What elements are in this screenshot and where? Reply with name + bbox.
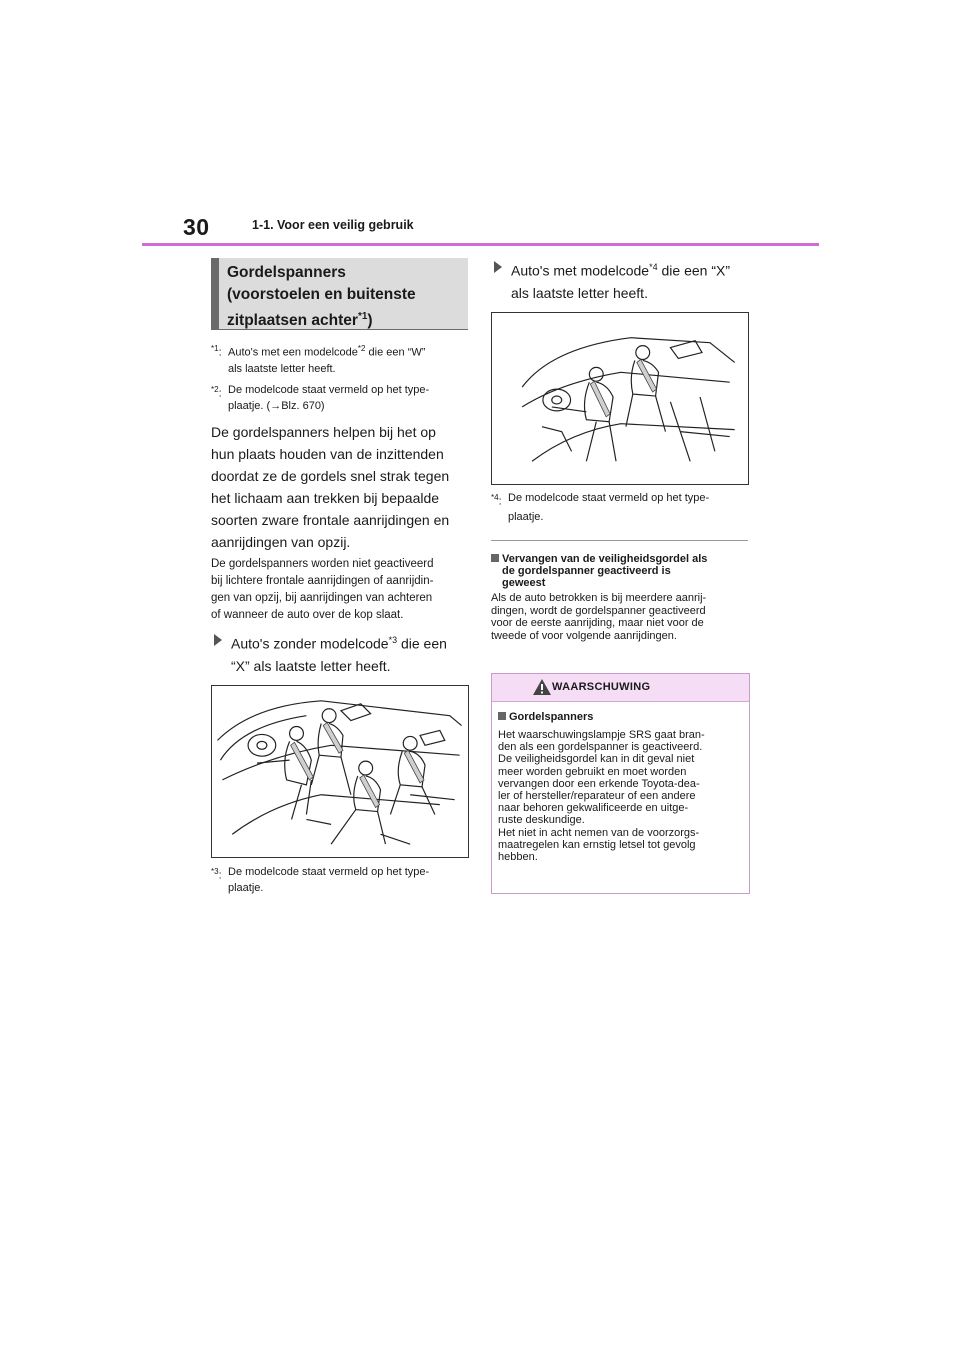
warning-body: Het waarschuwingslampje SRS gaat bran- den als een gordelspanner is geactiveerd. De veiligheidsgordel kan in dit geval niet meer worden gebruikt en moet worden vervangen door een erkende Toyota-dea- ler of hersteller/reparateur of een andere naar behoren gekwalificeerde en uitge- ruste deskundige. Het niet in acht nemen van de voorzorgs- maatregelen kan ernstig letsel tot gevolg hebben. [498, 729, 705, 864]
car-interior-illustration-icon [212, 686, 468, 857]
figure-seat-belt-pretensioners-front [491, 312, 749, 485]
sub-section-divider [491, 540, 748, 541]
intro-paragraph: De gordelspanners helpen bij het op hun plaats houden van de inzittenden doordat ze de gordels snel strak tegen het lichaam aan trekken bij bepaalde soorten zware frontale aanrijdingen en aanrijdingen van opzij. [211, 424, 450, 550]
page-number: 30 [183, 214, 210, 240]
header-divider [142, 243, 819, 246]
sub-section-body: Als de auto betrokken is bij meerdere aanrij- dingen, wordt de gordelspanner geactiveerd voor de eerste aanrijding, maar niet voor de tweede of voor volgende aanrijdingen. [491, 592, 707, 642]
warning-triangle-icon [532, 678, 552, 696]
car-interior-illustration-icon [492, 313, 748, 484]
bullet-without-modelcode: Auto's zonder modelcode$^{*3}$ die een “X” als laatste letter heeft. [214, 629, 472, 675]
bullet-with-modelcode: Auto's met modelcode$^{*4}$ die een “X” als laatste letter heeft. [494, 256, 754, 302]
section-heading-line2: (voorstoelen en buitenste [227, 286, 416, 303]
footnote-2: $^{*2}$: De modelcode staat vermeld op het type- plaatje. (→Blz. 670) [211, 384, 430, 412]
section-heading [211, 258, 468, 330]
note-paragraph: De gordelspanners worden niet geactiveerd bij lichtere frontale aanrijdingen of aanrijdin- gen van opzij, bij aanrijdingen van achteren of wanneer de auto over de kop slaat. [211, 558, 434, 621]
figure-seat-belt-pretensioners-front-rear [211, 685, 469, 858]
warning-subtitle: Gordelspanners [498, 711, 593, 723]
chapter-title: 1-1. Voor een veilig gebruik [252, 218, 414, 232]
square-bullet-icon [491, 554, 499, 562]
warning-box [491, 673, 750, 894]
footnote-3: $^{*3}$: De modelcode staat vermeld op het type- plaatje. [211, 866, 430, 894]
section-heading-line3: zitplaatsen achter$^{*1}$) [227, 311, 373, 330]
section-heading-line1: Gordelspanners [227, 264, 346, 281]
warning-header [492, 674, 749, 702]
warning-title: WAARSCHUWING [552, 681, 651, 693]
footnote-1: $^{*1}$: Auto's met een modelcode$^{*2}$ die een “W” als laatste letter heeft. [211, 344, 426, 375]
bullet-triangle-icon [214, 634, 222, 646]
square-bullet-icon [498, 712, 506, 720]
bullet-triangle-icon [494, 261, 502, 273]
sub-section-title: Vervangen van de veiligheidsgordel als de gordelspanner geactiveerd is geweest [491, 553, 753, 589]
footnote-4: $^{*4}$: De modelcode staat vermeld op het type- plaatje. [491, 492, 710, 523]
